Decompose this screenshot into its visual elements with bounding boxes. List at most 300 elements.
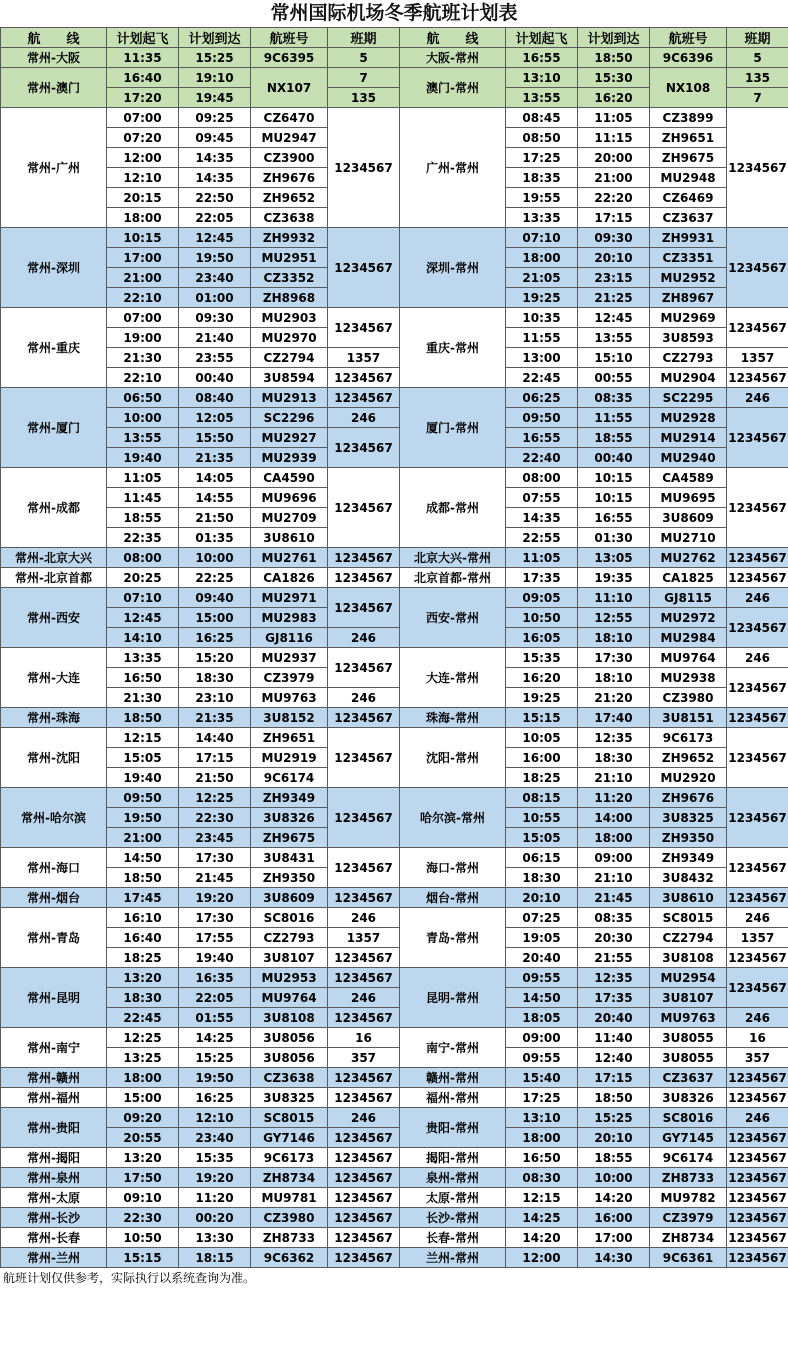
departure-time: 10:50 <box>506 608 578 628</box>
flight-number: CZ3980 <box>251 1208 328 1228</box>
arrival-time: 11:55 <box>578 408 650 428</box>
service-days: 246 <box>328 988 400 1008</box>
arrival-time: 18:10 <box>578 668 650 688</box>
service-days: 1234567 <box>328 728 400 788</box>
departure-time: 09:50 <box>506 408 578 428</box>
flight-number: MU2972 <box>650 608 727 628</box>
departure-time: 15:05 <box>506 828 578 848</box>
route-cell: 太原-常州 <box>400 1188 506 1208</box>
table-row <box>1 428 788 448</box>
departure-time: 10:15 <box>107 228 179 248</box>
flight-number: 9C6396 <box>650 48 727 68</box>
flight-number: MU2709 <box>251 508 328 528</box>
arrival-time: 08:35 <box>578 908 650 928</box>
route-cell: 常州-福州 <box>1 1088 107 1108</box>
header-route-in: 航 线 <box>400 28 506 48</box>
departure-time: 13:55 <box>107 428 179 448</box>
arrival-time: 14:05 <box>179 468 251 488</box>
departure-time: 15:05 <box>107 748 179 768</box>
departure-time: 21:05 <box>506 268 578 288</box>
route-cell: 北京大兴-常州 <box>400 548 506 568</box>
arrival-time: 00:55 <box>578 368 650 388</box>
departure-time: 16:10 <box>107 908 179 928</box>
flight-number: MU9763 <box>251 688 328 708</box>
departure-time: 22:45 <box>107 1008 179 1028</box>
service-days: 5 <box>328 48 400 68</box>
arrival-time: 18:55 <box>578 1148 650 1168</box>
arrival-time: 09:30 <box>179 308 251 328</box>
flight-number: CZ3637 <box>650 208 727 228</box>
departure-time: 19:40 <box>107 768 179 788</box>
arrival-time: 16:55 <box>578 508 650 528</box>
departure-time: 15:15 <box>506 708 578 728</box>
arrival-time: 21:10 <box>578 868 650 888</box>
arrival-time: 20:00 <box>578 148 650 168</box>
arrival-time: 12:25 <box>179 788 251 808</box>
service-days: 1234567 <box>328 228 400 308</box>
arrival-time: 14:25 <box>179 1028 251 1048</box>
table-row <box>1 1048 788 1068</box>
departure-time: 18:35 <box>506 168 578 188</box>
flight-schedule-table <box>0 27 788 1268</box>
service-days: 1234567 <box>727 1148 788 1168</box>
flight-number: 3U8151 <box>650 708 727 728</box>
departure-time: 08:45 <box>506 108 578 128</box>
route-cell: 常州-太原 <box>1 1188 107 1208</box>
flight-number: ZH9652 <box>251 188 328 208</box>
arrival-time: 17:15 <box>578 208 650 228</box>
arrival-time: 00:40 <box>179 368 251 388</box>
service-days: 246 <box>328 688 400 708</box>
arrival-time: 18:15 <box>179 1248 251 1268</box>
arrival-time: 17:35 <box>578 988 650 1008</box>
arrival-time: 13:30 <box>179 1228 251 1248</box>
departure-time: 12:00 <box>107 148 179 168</box>
departure-time: 08:15 <box>506 788 578 808</box>
flight-number: 3U8593 <box>650 328 727 348</box>
departure-time: 09:20 <box>107 1108 179 1128</box>
table-row <box>1 888 788 908</box>
route-cell: 常州-长沙 <box>1 1208 107 1228</box>
header-flight-out: 航班号 <box>251 28 328 48</box>
arrival-time: 16:20 <box>578 88 650 108</box>
departure-time: 06:50 <box>107 388 179 408</box>
flight-number: ZH9651 <box>650 128 727 148</box>
arrival-time: 15:20 <box>179 648 251 668</box>
route-cell: 长春-常州 <box>400 1228 506 1248</box>
flight-number: MU2954 <box>650 968 727 988</box>
departure-time: 18:50 <box>107 868 179 888</box>
table-row <box>1 988 788 1008</box>
route-cell: 常州-昆明 <box>1 968 107 1028</box>
flight-number: 9C6174 <box>251 768 328 788</box>
departure-time: 11:45 <box>107 488 179 508</box>
flight-number: 9C6173 <box>650 728 727 748</box>
service-days: 1234567 <box>727 728 788 788</box>
flight-number: CA4590 <box>251 468 328 488</box>
arrival-time: 00:20 <box>179 1208 251 1228</box>
flight-number: 3U8108 <box>650 948 727 968</box>
route-cell: 深圳-常州 <box>400 228 506 308</box>
arrival-time: 17:30 <box>578 648 650 668</box>
flight-number: ZH9349 <box>650 848 727 868</box>
flight-number: MU2928 <box>650 408 727 428</box>
departure-time: 17:20 <box>107 88 179 108</box>
departure-time: 16:50 <box>107 668 179 688</box>
route-cell: 澳门-常州 <box>400 68 506 108</box>
table-row <box>1 1068 788 1088</box>
departure-time: 07:55 <box>506 488 578 508</box>
arrival-time: 14:30 <box>578 1248 650 1268</box>
arrival-time: 22:30 <box>179 808 251 828</box>
departure-time: 16:40 <box>107 928 179 948</box>
table-row <box>1 388 788 408</box>
service-days: 1234567 <box>328 1248 400 1268</box>
departure-time: 19:05 <box>506 928 578 948</box>
arrival-time: 19:45 <box>179 88 251 108</box>
flight-number: MU9781 <box>251 1188 328 1208</box>
service-days: 1234567 <box>727 368 788 388</box>
arrival-time: 15:25 <box>179 1048 251 1068</box>
table-row <box>1 1028 788 1048</box>
service-days: 1234567 <box>328 1168 400 1188</box>
departure-time: 18:30 <box>506 868 578 888</box>
departure-time: 11:55 <box>506 328 578 348</box>
arrival-time: 23:45 <box>179 828 251 848</box>
flight-number: 3U8325 <box>650 808 727 828</box>
flight-number: 3U8055 <box>650 1048 727 1068</box>
departure-time: 11:05 <box>506 548 578 568</box>
departure-time: 18:00 <box>506 1128 578 1148</box>
arrival-time: 12:35 <box>578 728 650 748</box>
route-cell: 常州-海口 <box>1 848 107 888</box>
departure-time: 09:00 <box>506 1028 578 1048</box>
departure-time: 14:20 <box>506 1228 578 1248</box>
arrival-time: 12:10 <box>179 1108 251 1128</box>
flight-number: NX108 <box>650 68 727 108</box>
flight-number: ZH9350 <box>650 828 727 848</box>
service-days: 1234567 <box>727 948 788 968</box>
arrival-time: 17:55 <box>179 928 251 948</box>
departure-time: 17:25 <box>506 148 578 168</box>
arrival-time: 19:50 <box>179 1068 251 1088</box>
service-days: 246 <box>727 908 788 928</box>
flight-number: MU2984 <box>650 628 727 648</box>
arrival-time: 15:50 <box>179 428 251 448</box>
flight-number: 3U8056 <box>251 1048 328 1068</box>
service-days: 1234567 <box>328 948 400 968</box>
flight-number: MU9764 <box>650 648 727 668</box>
departure-time: 16:20 <box>506 668 578 688</box>
table-row <box>1 568 788 588</box>
arrival-time: 21:45 <box>179 868 251 888</box>
flight-number: CZ3979 <box>650 1208 727 1228</box>
flight-number: MU2761 <box>251 548 328 568</box>
arrival-time: 17:30 <box>179 908 251 928</box>
departure-time: 15:40 <box>506 1068 578 1088</box>
route-cell: 常州-北京首都 <box>1 568 107 588</box>
departure-time: 15:35 <box>506 648 578 668</box>
route-cell: 常州-深圳 <box>1 228 107 308</box>
flight-number: SC2295 <box>650 388 727 408</box>
service-days: 357 <box>328 1048 400 1068</box>
flight-number: MU2903 <box>251 308 328 328</box>
flight-number: GJ8116 <box>251 628 328 648</box>
departure-time: 20:15 <box>107 188 179 208</box>
arrival-time: 12:40 <box>578 1048 650 1068</box>
flight-number: MU2952 <box>650 268 727 288</box>
arrival-time: 21:00 <box>578 168 650 188</box>
flight-number: 3U8609 <box>251 888 328 908</box>
route-cell: 常州-北京大兴 <box>1 548 107 568</box>
route-cell: 常州-揭阳 <box>1 1148 107 1168</box>
table-row <box>1 368 788 388</box>
service-days: 1234567 <box>328 968 400 988</box>
flight-number: MU9764 <box>251 988 328 1008</box>
flight-number: 9C6173 <box>251 1148 328 1168</box>
flight-number: ZH9932 <box>251 228 328 248</box>
arrival-time: 08:35 <box>578 388 650 408</box>
departure-time: 12:15 <box>506 1188 578 1208</box>
flight-number: MU2914 <box>650 428 727 448</box>
flight-number: SC8016 <box>650 1108 727 1128</box>
departure-time: 09:50 <box>107 788 179 808</box>
service-days: 1234567 <box>328 1008 400 1028</box>
arrival-time: 14:35 <box>179 168 251 188</box>
departure-time: 13:00 <box>506 348 578 368</box>
arrival-time: 20:10 <box>578 1128 650 1148</box>
service-days: 246 <box>328 1108 400 1128</box>
arrival-time: 08:40 <box>179 388 251 408</box>
arrival-time: 09:00 <box>578 848 650 868</box>
departure-time: 06:25 <box>506 388 578 408</box>
arrival-time: 15:00 <box>179 608 251 628</box>
route-cell: 昆明-常州 <box>400 968 506 1028</box>
route-cell: 海口-常州 <box>400 848 506 888</box>
table-row <box>1 688 788 708</box>
service-days: 1357 <box>328 928 400 948</box>
arrival-time: 11:40 <box>578 1028 650 1048</box>
service-days: 1234567 <box>727 968 788 1008</box>
page-title: 常州国际机场冬季航班计划表 <box>270 2 518 24</box>
departure-time: 19:40 <box>107 448 179 468</box>
flight-number: SC8015 <box>251 1108 328 1128</box>
arrival-time: 18:10 <box>578 628 650 648</box>
departure-time: 13:35 <box>506 208 578 228</box>
table-row <box>1 468 788 488</box>
flight-number: 3U8610 <box>251 528 328 548</box>
departure-time: 12:45 <box>107 608 179 628</box>
arrival-time: 14:20 <box>578 1188 650 1208</box>
service-days: 1234567 <box>328 648 400 688</box>
departure-time: 16:55 <box>506 428 578 448</box>
service-days: 7 <box>328 68 400 88</box>
departure-time: 18:55 <box>107 508 179 528</box>
departure-time: 18:05 <box>506 1008 578 1028</box>
departure-time: 13:20 <box>107 968 179 988</box>
route-cell: 青岛-常州 <box>400 908 506 968</box>
flight-number: SC2296 <box>251 408 328 428</box>
route-cell: 常州-青岛 <box>1 908 107 968</box>
flight-number: GY7145 <box>650 1128 727 1148</box>
flight-number: MU2927 <box>251 428 328 448</box>
departure-time: 15:00 <box>107 1088 179 1108</box>
header-arr-in: 计划到达 <box>578 28 650 48</box>
flight-number: CA1826 <box>251 568 328 588</box>
departure-time: 12:15 <box>107 728 179 748</box>
arrival-time: 11:20 <box>578 788 650 808</box>
arrival-time: 15:10 <box>578 348 650 368</box>
arrival-time: 19:20 <box>179 888 251 908</box>
departure-time: 21:00 <box>107 828 179 848</box>
flight-number: ZH9652 <box>650 748 727 768</box>
service-days: 1234567 <box>328 1228 400 1248</box>
flight-number: 3U8326 <box>650 1088 727 1108</box>
flight-number: MU9696 <box>251 488 328 508</box>
table-row <box>1 228 788 248</box>
service-days: 1234567 <box>328 368 400 388</box>
service-days: 1234567 <box>727 788 788 848</box>
arrival-time: 10:00 <box>578 1168 650 1188</box>
service-days: 1234567 <box>727 1248 788 1268</box>
flight-number: CZ3352 <box>251 268 328 288</box>
departure-time: 06:15 <box>506 848 578 868</box>
route-cell: 常州-兰州 <box>1 1248 107 1268</box>
route-cell: 长沙-常州 <box>400 1208 506 1228</box>
arrival-time: 09:30 <box>578 228 650 248</box>
arrival-time: 19:50 <box>179 248 251 268</box>
flight-number: GJ8115 <box>650 588 727 608</box>
arrival-time: 01:55 <box>179 1008 251 1028</box>
flight-number: MU2951 <box>251 248 328 268</box>
route-cell: 重庆-常州 <box>400 308 506 388</box>
flight-number: CZ3980 <box>650 688 727 708</box>
arrival-time: 22:50 <box>179 188 251 208</box>
departure-time: 11:35 <box>107 48 179 68</box>
flight-number: MU2939 <box>251 448 328 468</box>
table-row <box>1 1008 788 1028</box>
arrival-time: 21:50 <box>179 508 251 528</box>
service-days: 1234567 <box>727 1188 788 1208</box>
arrival-time: 18:30 <box>179 668 251 688</box>
flight-number: 3U8431 <box>251 848 328 868</box>
arrival-time: 21:20 <box>578 688 650 708</box>
route-cell: 常州-厦门 <box>1 388 107 468</box>
flight-number: 3U8325 <box>251 1088 328 1108</box>
service-days: 246 <box>727 648 788 668</box>
departure-time: 08:30 <box>506 1168 578 1188</box>
departure-time: 08:00 <box>506 468 578 488</box>
arrival-time: 21:55 <box>578 948 650 968</box>
table-row <box>1 1228 788 1248</box>
arrival-time: 16:25 <box>179 628 251 648</box>
departure-time: 18:00 <box>506 248 578 268</box>
route-cell: 常州-大阪 <box>1 48 107 68</box>
flight-number: ZH9349 <box>251 788 328 808</box>
route-cell: 常州-广州 <box>1 108 107 228</box>
service-days: 246 <box>727 1008 788 1028</box>
flight-number: CA4589 <box>650 468 727 488</box>
departure-time: 18:00 <box>107 1068 179 1088</box>
service-days: 1234567 <box>727 608 788 648</box>
flight-number: 9C6362 <box>251 1248 328 1268</box>
arrival-time: 14:55 <box>179 488 251 508</box>
table-row <box>1 1128 788 1148</box>
arrival-time: 10:00 <box>179 548 251 568</box>
flight-number: CZ2794 <box>650 928 727 948</box>
flight-number: ZH9675 <box>650 148 727 168</box>
departure-time: 22:10 <box>107 288 179 308</box>
header-route-out: 航 线 <box>1 28 107 48</box>
service-days: 1234567 <box>328 708 400 728</box>
arrival-time: 13:05 <box>578 548 650 568</box>
route-cell: 泉州-常州 <box>400 1168 506 1188</box>
flight-number: CZ2793 <box>251 928 328 948</box>
table-row <box>1 1108 788 1128</box>
flight-number: ZH9350 <box>251 868 328 888</box>
table-row <box>1 588 788 608</box>
arrival-time: 23:40 <box>179 268 251 288</box>
flight-number: CZ3638 <box>251 1068 328 1088</box>
departure-time: 07:10 <box>107 588 179 608</box>
departure-time: 17:35 <box>506 568 578 588</box>
departure-time: 19:25 <box>506 288 578 308</box>
flight-number: MU2710 <box>650 528 727 548</box>
table-row <box>1 348 788 368</box>
route-cell: 常州-重庆 <box>1 308 107 388</box>
arrival-time: 00:40 <box>578 448 650 468</box>
route-cell: 常州-澳门 <box>1 68 107 108</box>
flight-number: 3U8432 <box>650 868 727 888</box>
flight-number: SC8016 <box>251 908 328 928</box>
departure-time: 12:00 <box>506 1248 578 1268</box>
header-dep-in: 计划起飞 <box>506 28 578 48</box>
service-days: 16 <box>328 1028 400 1048</box>
arrival-time: 11:20 <box>179 1188 251 1208</box>
flight-number: MU9695 <box>650 488 727 508</box>
departure-time: 22:35 <box>107 528 179 548</box>
flight-number: MU2919 <box>251 748 328 768</box>
table-row <box>1 1208 788 1228</box>
arrival-time: 11:05 <box>578 108 650 128</box>
arrival-time: 21:50 <box>179 768 251 788</box>
service-days: 1234567 <box>328 1148 400 1168</box>
route-cell: 贵阳-常州 <box>400 1108 506 1148</box>
service-days: 1357 <box>727 928 788 948</box>
service-days: 135 <box>727 68 788 88</box>
flight-number: CZ6469 <box>650 188 727 208</box>
flight-number: CA1825 <box>650 568 727 588</box>
departure-time: 07:00 <box>107 308 179 328</box>
route-cell: 常州-西安 <box>1 588 107 648</box>
arrival-time: 21:35 <box>179 708 251 728</box>
flight-number: 3U8594 <box>251 368 328 388</box>
arrival-time: 22:05 <box>179 988 251 1008</box>
service-days: 1234567 <box>328 468 400 548</box>
service-days: 1234567 <box>727 568 788 588</box>
departure-time: 08:50 <box>506 128 578 148</box>
service-days: 1234567 <box>727 408 788 468</box>
route-cell: 哈尔滨-常州 <box>400 788 506 848</box>
arrival-time: 15:25 <box>578 1108 650 1128</box>
service-days: 246 <box>727 588 788 608</box>
departure-time: 10:55 <box>506 808 578 828</box>
arrival-time: 16:00 <box>578 1208 650 1228</box>
flight-number: 3U8610 <box>650 888 727 908</box>
arrival-time: 18:50 <box>578 48 650 68</box>
flight-number: 3U8609 <box>650 508 727 528</box>
flight-number: CZ3899 <box>650 108 727 128</box>
